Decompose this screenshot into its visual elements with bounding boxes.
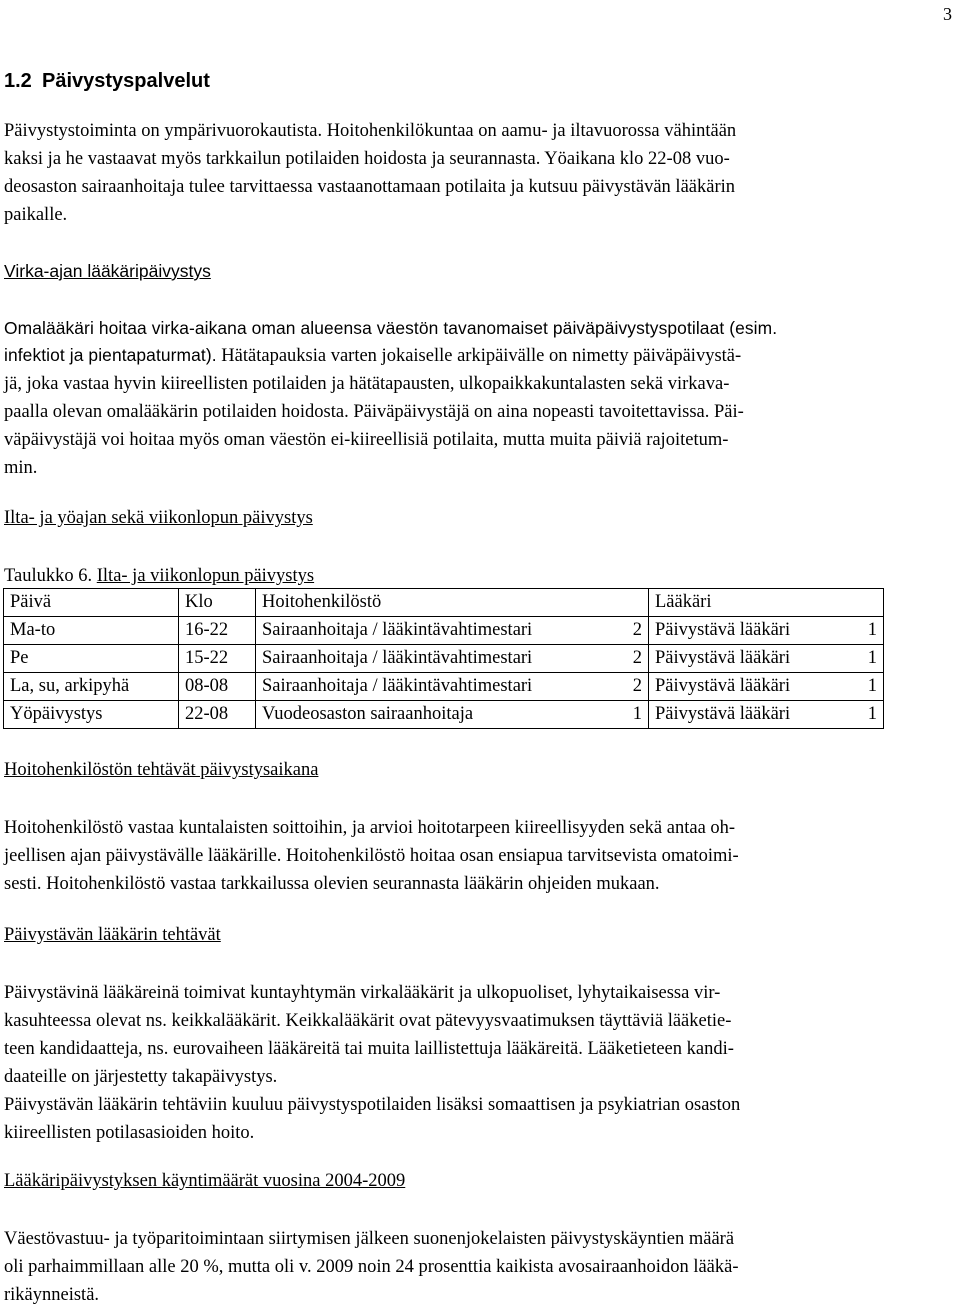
intro-paragraph <box>4 117 736 229</box>
time-cell: 16-22 <box>179 617 256 645</box>
page-number: 3 <box>943 4 952 24</box>
time-cell: 15-22 <box>179 645 256 673</box>
duty-table <box>3 588 884 729</box>
nurse-tasks-heading: Hoitohenkilöstön tehtävät päivystysaikana <box>4 760 319 780</box>
doctor-cell <box>649 617 884 645</box>
text-line: Hoitohenkilöstö vastaa kuntalaisten soittoihin, ja arvioi hoitotarpeen kiireellisyyden sekä antaa oh- <box>4 818 736 838</box>
table-row <box>4 617 884 645</box>
text-line: paikalle. <box>4 205 68 225</box>
section-heading <box>4 70 210 93</box>
time-cell: 08-08 <box>179 673 256 701</box>
staff-count: 1 <box>632 704 642 724</box>
caption-prefix: Taulukko 6. <box>4 566 93 586</box>
text-line: kiireellisten potilasasioiden hoito. <box>4 1123 255 1143</box>
section-number: 1.2 <box>4 70 32 92</box>
day-cell: Ma-to <box>4 617 179 645</box>
staff-count: 2 <box>632 648 642 668</box>
text-line: paalla olevan omalääkärin potilaiden hoidosta. Päiväpäivystäjä on aina nopeasti tavoitettavissa. Päi- <box>4 402 744 422</box>
staff-label: Sairaanhoitaja / lääkintävahtimestari <box>262 620 533 640</box>
day-cell: Pe <box>4 645 179 673</box>
doctor-label: Päivystävä lääkäri <box>655 620 791 640</box>
doctor-label: Päivystävä lääkäri <box>655 648 791 668</box>
text-line: kasuhteessa olevat ns. keikkalääkärit. Keikkalääkärit ovat pätevyysvaatimuksen täyttäviä lääketie- <box>4 1011 732 1031</box>
table-row <box>4 673 884 701</box>
doctor-label: Päivystävä lääkäri <box>655 704 791 724</box>
virka-heading: Virka-ajan lääkäripäivystys <box>4 261 211 281</box>
text-line: rikäynneistä. <box>4 1285 100 1305</box>
header-cell: Hoitohenkilöstö <box>256 589 649 617</box>
doctor-cell <box>649 645 884 673</box>
text-line: Päivystystoiminta on ympärivuorokautista. Hoitohenkilökuntaa on aamu- ja iltavuorossa vähintään <box>4 121 737 141</box>
header-cell: Päivä <box>4 589 179 617</box>
text-fragment: infektiot ja pientapaturmat). <box>4 345 217 365</box>
text-line: Väestövastuu- ja työparitoimintaan siirtymisen jälkeen suonenjokelaisten päivystyskäyntien määrä <box>4 1229 735 1249</box>
virka-paragraph <box>4 315 777 482</box>
doctor-cell <box>649 673 884 701</box>
table-header-row <box>4 589 884 617</box>
text-line: teen kandidaatteja, ns. eurovaiheen lääkäreitä tai muita laillistettuja lääkäreitä. Lääketieteen kandi- <box>4 1039 734 1059</box>
text-line: väpäivystäjä voi hoitaa myös oman väestön ei-kiireellisiä potilaita, mutta muita päiviä rajoitetum- <box>4 430 729 450</box>
nurse-tasks-paragraph <box>4 814 739 898</box>
ilta-heading: Ilta- ja yöajan sekä viikonlopun päivystys <box>4 508 313 528</box>
staff-label: Sairaanhoitaja / lääkintävahtimestari <box>262 676 533 696</box>
staff-cell <box>256 617 649 645</box>
day-cell: Yöpäivystys <box>4 701 179 729</box>
text-line: Päivystävinä lääkäreinä toimivat kuntayhtymän virkalääkärit ja ulkopuoliset, lyhytaikaisessa vir- <box>4 983 721 1003</box>
doctor-cell <box>649 701 884 729</box>
staff-label: Sairaanhoitaja / lääkintävahtimestari <box>262 648 533 668</box>
doctor-tasks-paragraph <box>4 979 740 1147</box>
caption-title: Ilta- ja viikonlopun päivystys <box>96 566 315 586</box>
header-cell: Klo <box>179 589 256 617</box>
text-line: daateille on järjestetty takapäivystys. <box>4 1067 278 1087</box>
staff-cell <box>256 701 649 729</box>
doctor-count: 1 <box>867 676 877 696</box>
staff-label: Vuodeosaston sairaanhoitaja <box>262 704 474 724</box>
day-cell: La, su, arkipyhä <box>4 673 179 701</box>
section-title: Päivystyspalvelut <box>42 70 210 92</box>
text-line: sesti. Hoitohenkilöstö vastaa tarkkailussa olevien seurannasta lääkärin ohjeiden mukaan. <box>4 874 660 894</box>
doctor-tasks-heading: Päivystävän lääkärin tehtävät <box>4 925 221 945</box>
text-line: oli parhaimmillaan alle 20 %, mutta oli v. 2009 noin 24 prosenttia kaikista avosairaanhoidon lääkä- <box>4 1257 739 1277</box>
text-line: kaksi ja he vastaavat myös tarkkailun potilaiden hoidosta ja seurannasta. Yöaikana klo 22-08 vuo- <box>4 149 730 169</box>
doctor-count: 1 <box>867 704 877 724</box>
text-line <box>4 342 777 370</box>
table-row <box>4 701 884 729</box>
table-caption <box>4 562 314 590</box>
doctor-label: Päivystävä lääkäri <box>655 676 791 696</box>
doctor-count: 1 <box>867 648 877 668</box>
staff-cell <box>256 645 649 673</box>
table-row <box>4 645 884 673</box>
time-cell: 22-08 <box>179 701 256 729</box>
text-line: Päivystävän lääkärin tehtäviin kuuluu päivystyspotilaiden lisäksi somaattisen ja psykiatrian osaston <box>4 1095 741 1115</box>
text-line: deosaston sairaanhoitaja tulee tarvittaessa vastaanottamaan potilaita ja kutsuu päivystävän lääkärin <box>4 177 736 197</box>
staff-cell <box>256 673 649 701</box>
visits-heading: Lääkäripäivystyksen käyntimäärät vuosina 2004-2009 <box>4 1171 406 1191</box>
text-line: Omalääkäri hoitaa virka-aikana oman alueensa väestön tavanomaiset päiväpäivystyspotilaat (esim. <box>4 318 778 338</box>
staff-count: 2 <box>632 620 642 640</box>
visits-paragraph <box>4 1225 739 1309</box>
text-line: jä, joka vastaa hyvin kiireellisten potilaiden ja hätätapausten, ulkopaikkakuntalasten sekä virkava- <box>4 374 730 394</box>
header-cell: Lääkäri <box>649 589 884 617</box>
text-line: jeellisen ajan päivystävälle lääkärille. Hoitohenkilöstö hoitaa osan ensiapua tarvitsevista omatoimi- <box>4 846 739 866</box>
text-line: min. <box>4 458 38 478</box>
staff-count: 2 <box>632 676 642 696</box>
doctor-count: 1 <box>867 620 877 640</box>
text-fragment: Hätätapauksia varten jokaiselle arkipäivälle on nimetty päiväpäivystä- <box>216 346 742 366</box>
